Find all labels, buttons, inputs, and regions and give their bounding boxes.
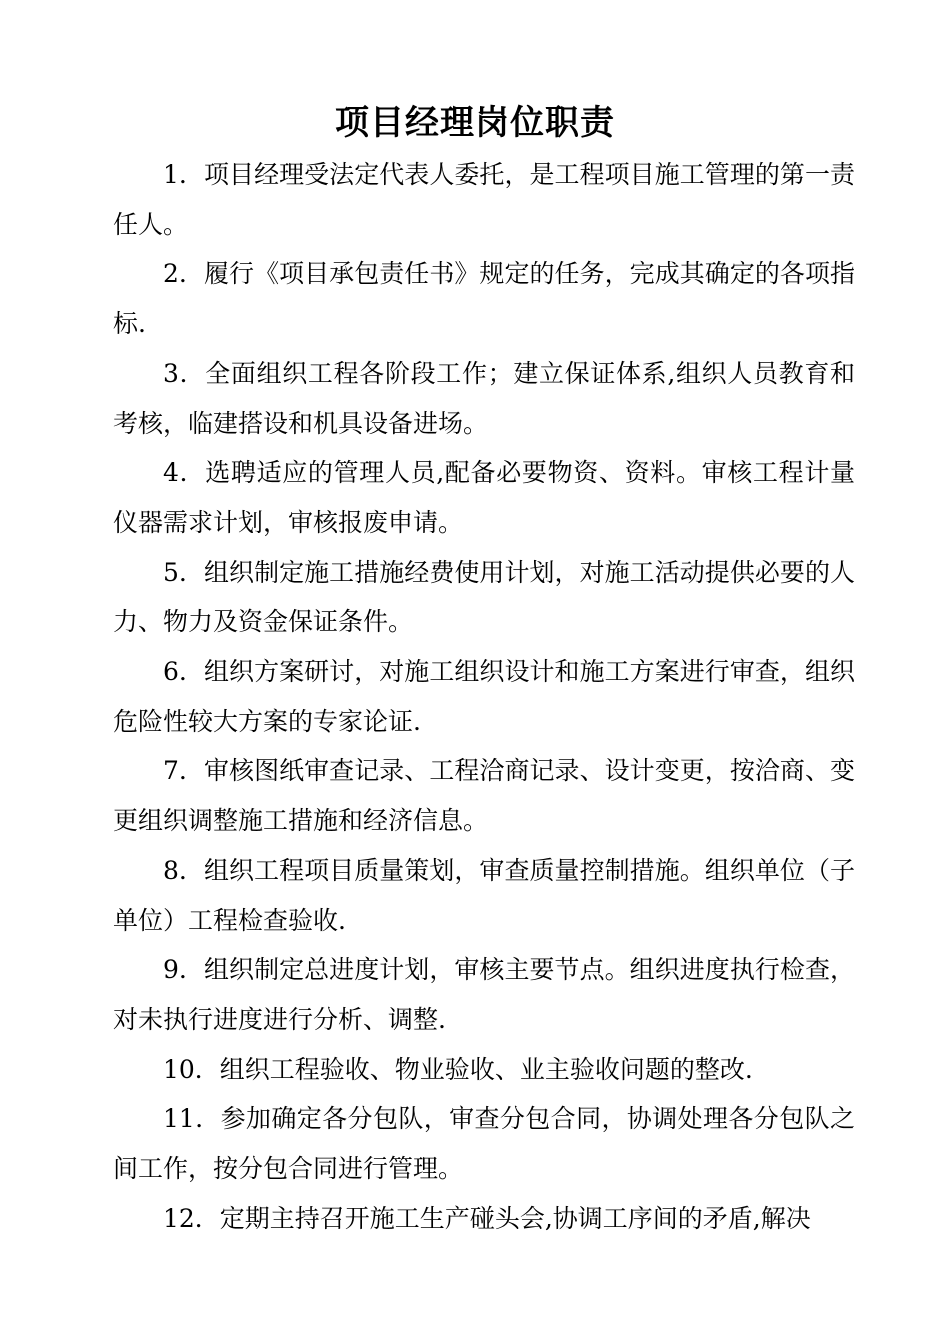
- paragraph-7: 7．审核图纸审查记录、工程洽商记录、设计变更，按洽商、变更组织调整施工措施和经济信息。: [113, 756, 855, 836]
- paragraph-1: 1．项目经理受法定代表人委托，是工程项目施工管理的第一责任人。: [113, 160, 855, 239]
- paragraph-6: 6．组织方案研讨，对施工组织设计和施工方案进行审查，组织危险性较大方案的专家论证.: [113, 657, 855, 736]
- paragraph-10: 10．组织工程验收、物业验收、业主验收问题的整改.: [163, 1054, 753, 1084]
- document-title: 项目经理岗位职责: [335, 103, 615, 143]
- paragraph-9: 9．组织制定总进度计划，审核主要节点。组织进度执行检查，对未执行进度进行分析、调整.: [113, 955, 855, 1034]
- paragraph-11: 11．参加确定各分包队，审查分包合同，协调处理各分包队之间工作，按分包合同进行管理。: [113, 1104, 855, 1184]
- paragraph-8: 8．组织工程项目质量策划，审查质量控制措施。组织单位（子单位）工程检查验收.: [113, 855, 855, 935]
- document-body: [113, 150, 855, 1243]
- paragraph-3: 3．全面组织工程各阶段工作；建立保证体系,组织人员教育和考核，临建搭设和机具设备进场。: [113, 358, 855, 438]
- paragraph-5: 5．组织制定施工措施经费使用计划，对施工活动提供必要的人力、物力及资金保证条件。: [113, 557, 855, 637]
- paragraph-4: 4．选聘适应的管理人员,配备必要物资、资料。审核工程计量仪器需求计划，审核报废申请。: [113, 458, 855, 537]
- paragraph-12: 12．定期主持召开施工生产碰头会,协调工序间的矛盾,解决: [163, 1203, 811, 1233]
- paragraph-2: 2．履行《项目承包责任书》规定的任务，完成其确定的各项指标.: [113, 259, 855, 339]
